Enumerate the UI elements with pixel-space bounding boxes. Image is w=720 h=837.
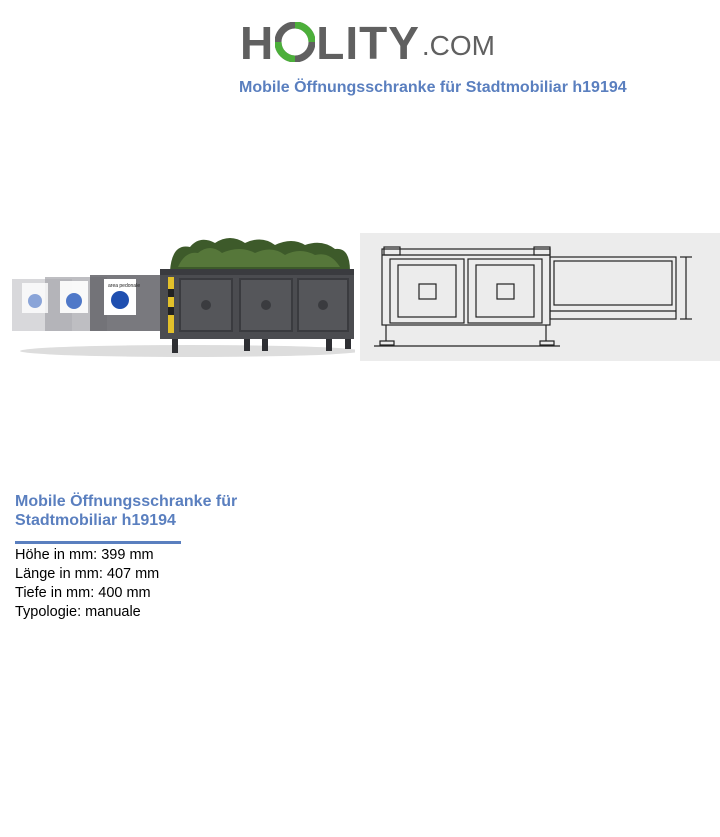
spec-list bbox=[15, 546, 159, 622]
product-title: Mobile Öffnungsschranke für Stadtmobiliar h19194 bbox=[15, 493, 238, 529]
spec-height: Höhe in mm: 399 mm bbox=[15, 547, 154, 563]
title-divider bbox=[15, 541, 181, 544]
logo-o-icon bbox=[275, 21, 315, 61]
sign-label: area pedonale bbox=[108, 283, 140, 289]
spec-depth: Tiefe in mm: 400 mm bbox=[15, 585, 151, 601]
page-subtitle: Mobile Öffnungsschranke für Stadtmobiliar h19194 bbox=[239, 79, 627, 96]
logo-letter-h: H bbox=[240, 17, 275, 69]
logo-letters: LITY bbox=[316, 17, 420, 69]
product-photo[interactable] bbox=[0, 233, 355, 360]
spec-length: Länge in mm: 407 mm bbox=[15, 566, 160, 582]
logo-domain: .COM bbox=[421, 30, 496, 61]
spec-type: Typologie: manuale bbox=[15, 604, 141, 620]
logo-wordmark bbox=[240, 18, 420, 68]
technical-drawing[interactable] bbox=[360, 233, 720, 361]
site-logo[interactable] bbox=[240, 12, 495, 68]
